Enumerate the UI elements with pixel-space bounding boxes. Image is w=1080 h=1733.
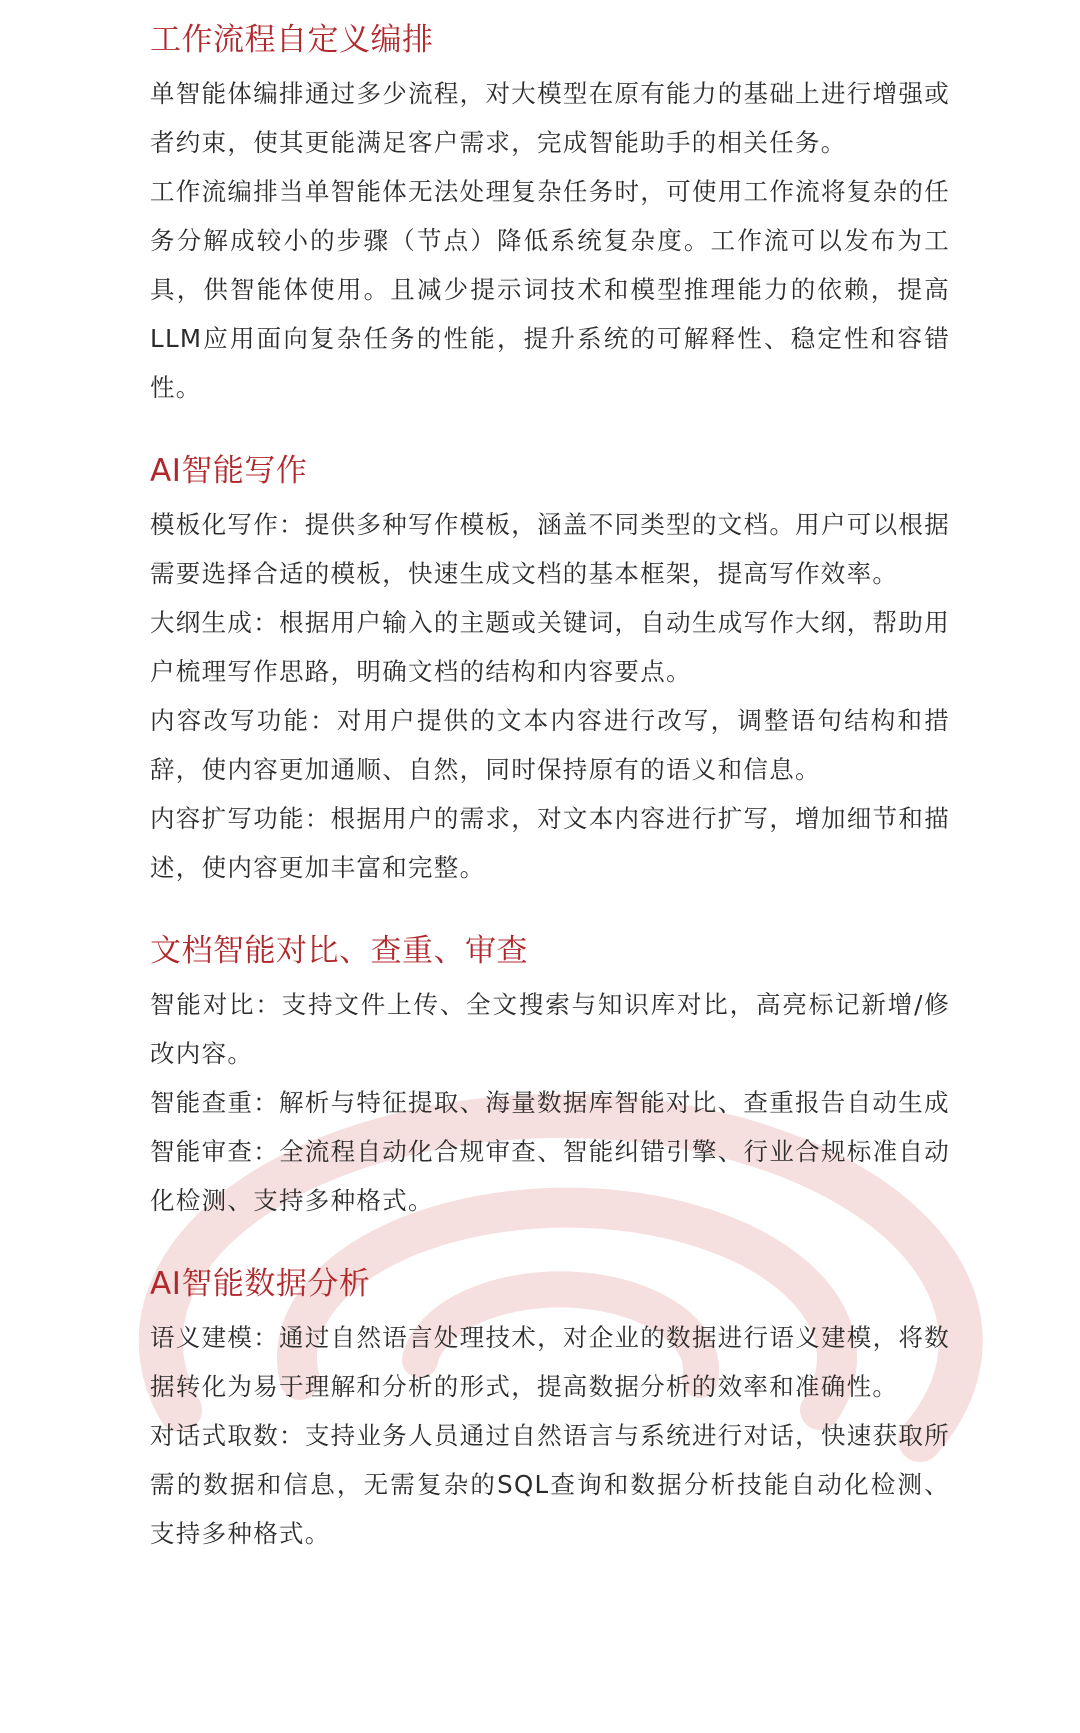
paragraph: 智能对比：支持文件上传、全文搜索与知识库对比，高亮标记新增/修改内容。 (150, 990, 950, 1068)
section-document-compare (150, 923, 950, 1225)
section-data-analysis (150, 1256, 950, 1558)
paragraph: 单智能体编排通过多少流程，对大模型在原有能力的基础上进行增强或者约束，使其更能满足客户需求，完成智能助手的相关任务。 (150, 79, 950, 157)
section-workflow (150, 12, 950, 412)
section-title: 文档智能对比、查重、审查 (150, 933, 528, 969)
section-title: AI智能写作 (150, 453, 308, 489)
paragraph: 智能查重：解析与特征提取、海量数据库智能对比、查重报告自动生成 (150, 1088, 950, 1117)
paragraph: 内容扩写功能：根据用户的需求，对文本内容进行扩写，增加细节和描述，使内容更加丰富和完整。 (150, 804, 950, 882)
section-ai-writing (150, 443, 950, 892)
paragraph: 对话式取数：支持业务人员通过自然语言与系统进行对话，快速获取所需的数据和信息，无需复杂的SQL查询和数据分析技能自动化检测、支持多种格式。 (150, 1421, 950, 1548)
section-title: 工作流程自定义编排 (150, 22, 434, 58)
paragraph: 模板化写作：提供多种写作模板，涵盖不同类型的文档。用户可以根据需要选择合适的模板，快速生成文档的基本框架，提高写作效率。 (150, 510, 950, 588)
paragraph: 内容改写功能：对用户提供的文本内容进行改写，调整语句结构和措辞，使内容更加通顺、自然，同时保持原有的语义和信息。 (150, 706, 950, 784)
paragraph: 语义建模：通过自然语言处理技术，对企业的数据进行语义建模，将数据转化为易于理解和分析的形式，提高数据分析的效率和准确性。 (150, 1323, 950, 1401)
paragraph: 大纲生成：根据用户输入的主题或关键词，自动生成写作大纲，帮助用户梳理写作思路，明确文档的结构和内容要点。 (150, 608, 950, 686)
paragraph: 工作流编排当单智能体无法处理复杂任务时，可使用工作流将复杂的任务分解成较小的步骤（节点）降低系统复杂度。工作流可以发布为工具，供智能体使用。且减少提示词技术和模型推理能力的依赖，提高LLM应用面向复杂任务的性能，提升系统的可解释性、稳定性和容错性。 (150, 177, 950, 402)
document-body (150, 12, 950, 1558)
paragraph: 智能审查：全流程自动化合规审查、智能纠错引擎、行业合规标准自动化检测、支持多种格式。 (150, 1137, 950, 1215)
section-title: AI智能数据分析 (150, 1266, 371, 1302)
